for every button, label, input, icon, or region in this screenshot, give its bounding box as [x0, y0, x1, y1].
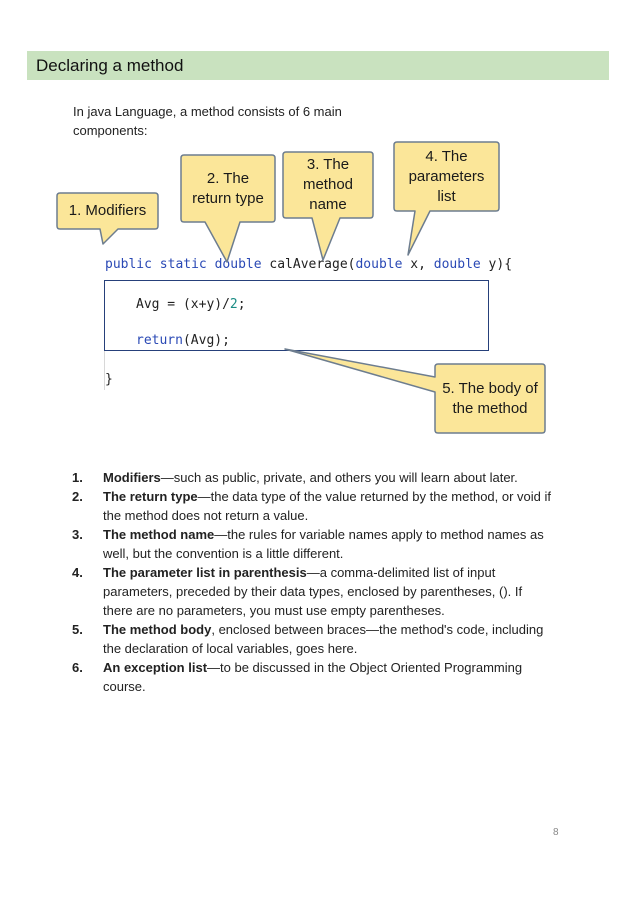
- list-number: 6.: [72, 660, 83, 675]
- list-number: 3.: [72, 527, 83, 542]
- list-item: [72, 487, 552, 525]
- list-number: 2.: [72, 489, 83, 504]
- list-number: 1.: [72, 470, 83, 485]
- list-description: —to be discussed in the Object Oriented Programming course.: [103, 660, 523, 694]
- list-item: [72, 620, 552, 658]
- callout-return-type: 2. The return type: [192, 169, 264, 207]
- list-description: —the rules for variable names apply to method names as well, but the convention is a little different.: [103, 527, 544, 561]
- code-text: ;: [237, 297, 246, 312]
- code-keyword: public: [105, 257, 152, 272]
- list-number: 5.: [72, 622, 83, 637]
- callout-method-name: 3. The method name: [302, 156, 354, 213]
- code-keyword: double: [214, 257, 262, 272]
- section-heading: Declaring a method: [27, 51, 609, 80]
- list-description: —such as public, private, and others you will learn about later.: [160, 470, 518, 485]
- code-text: (Avg);: [182, 333, 230, 348]
- list-description: —a comma-delimited list of input parameters, preceded by their data types, enclosed by parentheses, (). If there are no parameters, you must use empty parentheses.: [103, 565, 523, 618]
- code-text: Avg = (x+y)/: [136, 297, 230, 312]
- callout-body: 5. The body of the method: [442, 379, 538, 417]
- code-keyword: static: [159, 257, 207, 272]
- list-description: —the data type of the value returned by the method, or void if the method does not return a value.: [103, 489, 552, 523]
- list-term: The method body: [103, 622, 212, 637]
- code-keyword: double: [355, 257, 403, 272]
- list-term: Modifiers: [103, 470, 161, 485]
- list-item: [72, 468, 552, 487]
- code-line-close: }: [105, 372, 113, 387]
- list-description: , enclosed between braces—the method's code, including the declaration of local variables, goes here.: [103, 622, 544, 656]
- code-param: y){: [480, 257, 513, 272]
- code-keyword: return: [136, 333, 183, 348]
- list-item: [72, 563, 552, 620]
- callout-modifiers: 1. Modifiers: [68, 202, 147, 219]
- code-param: x,: [402, 257, 434, 272]
- list-number: 4.: [72, 565, 83, 580]
- list-term: An exception list: [103, 660, 208, 675]
- callout-parameters: 4. The parameters list: [408, 147, 485, 205]
- code-keyword: double: [433, 257, 481, 272]
- list-item: [72, 525, 552, 563]
- code-method-name: calAverage(: [269, 257, 356, 272]
- intro-paragraph: In java Language, a method consists of 6 main components:: [73, 104, 342, 138]
- code-number: 2: [229, 297, 238, 312]
- list-term: The method name: [103, 527, 215, 542]
- page-number: 8: [553, 827, 559, 838]
- list-term: The parameter list in parenthesis: [103, 565, 307, 580]
- components-list: [72, 468, 552, 696]
- list-term: The return type: [103, 489, 198, 504]
- list-item: [72, 658, 552, 696]
